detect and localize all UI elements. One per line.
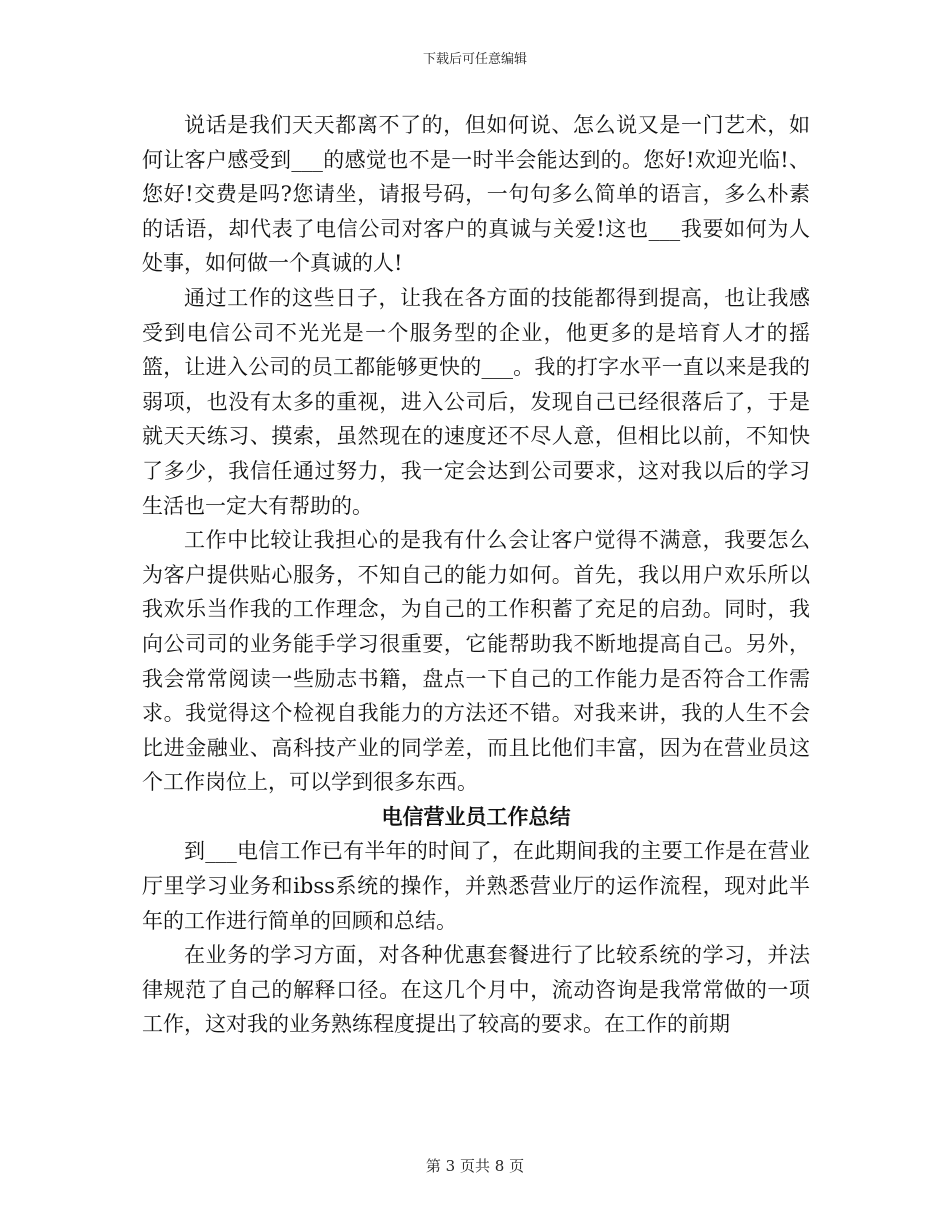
page-footer: 第 3 页共 8 页 xyxy=(425,1157,525,1175)
document-body xyxy=(142,108,810,1042)
section-heading: 电信营业员工作总结 xyxy=(381,804,571,829)
paragraph-2: 通过工作的这些日子，让我在各方面的技能都得到提高，也让我感受到电信公司不光光是一个服务型的企业，他更多的是培育人才的摇篮，让进入公司的员工都能够更快的___。我的打字水平一直以来是我的弱项，也没有太多的重视，进入公司后，发现自己已经很落后了，于是就天天练习、摸索，虽然现在的速度还不尽人意，但相比以前，不知快了多少，我信任通过努力，我一定会达到公司要求，这对我以后的学习生活也一定大有帮助的。 xyxy=(142,285,810,518)
paragraph-3: 工作中比较让我担心的是我有什么会让客户觉得不满意，我要怎么为客户提供贴心服务，不知自己的能力如何。首先，我以用户欢乐所以我欢乐当作我的工作理念，为自己的工作积蓄了充足的启劲。同时，我向公司司的业务能手学习很重要，它能帮助我不断地提高自己。另外，我会常常阅读一些励志书籍，盘点一下自己的工作能力是否符合工作需求。我觉得这个检视自我能力的方法还不错。对我来讲，我的人生不会比进金融业、高科技产业的同学差，而且比他们丰富，因为在营业员这个工作岗位上，可以学到很多东西。 xyxy=(142,528,810,795)
paragraph-4: 到___电信工作已有半年的时间了，在此期间我的主要工作是在营业厅里学习业务和ibss系统的操作，并熟悉营业厅的运作流程，现对此半年的工作进行简单的回顾和总结。 xyxy=(142,839,810,933)
paragraph-1: 说话是我们天天都离不了的，但如何说、怎么说又是一门艺术，如何让客户感受到___的感觉也不是一时半会能达到的。您好!欢迎光临!、您好!交费是吗?您请坐，请报号码，一句句多么简单的语言，多么朴素的话语，却代表了电信公司对客户的真诚与关爱!这也___我要如何为人处事，如何做一个真诚的人! xyxy=(142,113,810,276)
paragraph-5: 在业务的学习方面，对各种优惠套餐进行了比较系统的学习，并法律规范了自己的解释口径。在这几个月中，流动咨询是我常常做的一项工作，这对我的业务熟练程度提出了较高的要求。在工作的前期 xyxy=(142,943,810,1037)
page-header: 下载后可任意编辑 xyxy=(422,52,527,67)
